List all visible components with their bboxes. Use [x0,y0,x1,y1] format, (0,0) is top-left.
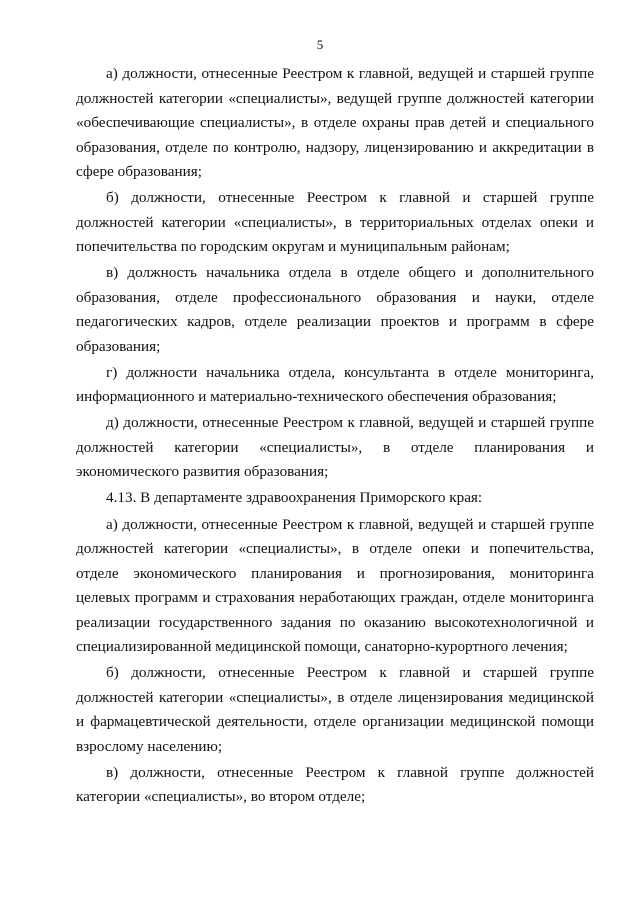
paragraph-4-13-b: б) должности, отнесенные Реестром к главной и старшей группе должностей категории «специалисты», в отделе лицензирования медицинской и фармацевтической деятельности, отделе организации медицинской помощи взрослому населению; [76,664,594,755]
paragraph-4-13-v: в) должности, отнесенные Реестром к главной группе должностей категории «специалисты», во втором отделе; [76,763,594,806]
document-body [76,62,594,811]
paragraph-4-12-g: г) должности начальника отдела, консультанта в отделе мониторинга, информационного и материально-технического обеспечения образования; [76,363,594,406]
paragraph-4-12-v: в) должность начальника отдела в отделе общего и дополнительного образования, отделе профессионального образования и науки, отделе педагогических кадров, отделе реализации проектов и программ в сфере образования; [76,264,594,355]
paragraph-4-12-d: д) должности, отнесенные Реестром к главной, ведущей и старшей группе должностей категории «специалисты», в отделе планирования и экономического развития образования; [76,414,594,481]
paragraph-4-13-a: а) должности, отнесенные Реестром к главной, ведущей и старшей группе должностей категории «специалисты», в отделе опеки и попечительства, отделе экономического планирования и прогнозирования, мониторинга целевых программ и страхования неработающих граждан, отделе мониторинга реализации государственного задания по оказанию высокотехнологичной и специализированной медицинской помощи, санаторно-курортного лечения; [76,515,594,656]
paragraph-4-12-a: а) должности, отнесенные Реестром к главной, ведущей и старшей группе должностей категории «специалисты», ведущей группе должностей категории «обеспечивающие специалисты», в отделе охраны прав детей и специального образования, отделе по контролю, надзору, лицензированию и аккредитации в сфере образования; [76,65,594,180]
paragraph-4-12-b: б) должности, отнесенные Реестром к главной и старшей группе должностей категории «специалисты», в территориальных отделах опеки и попечительства по городским округам и муниципальным районам; [76,189,594,256]
section-heading-4-13: 4.13. В департаменте здравоохранения Приморского края: [106,489,483,507]
page-number: 5 [316,37,324,52]
